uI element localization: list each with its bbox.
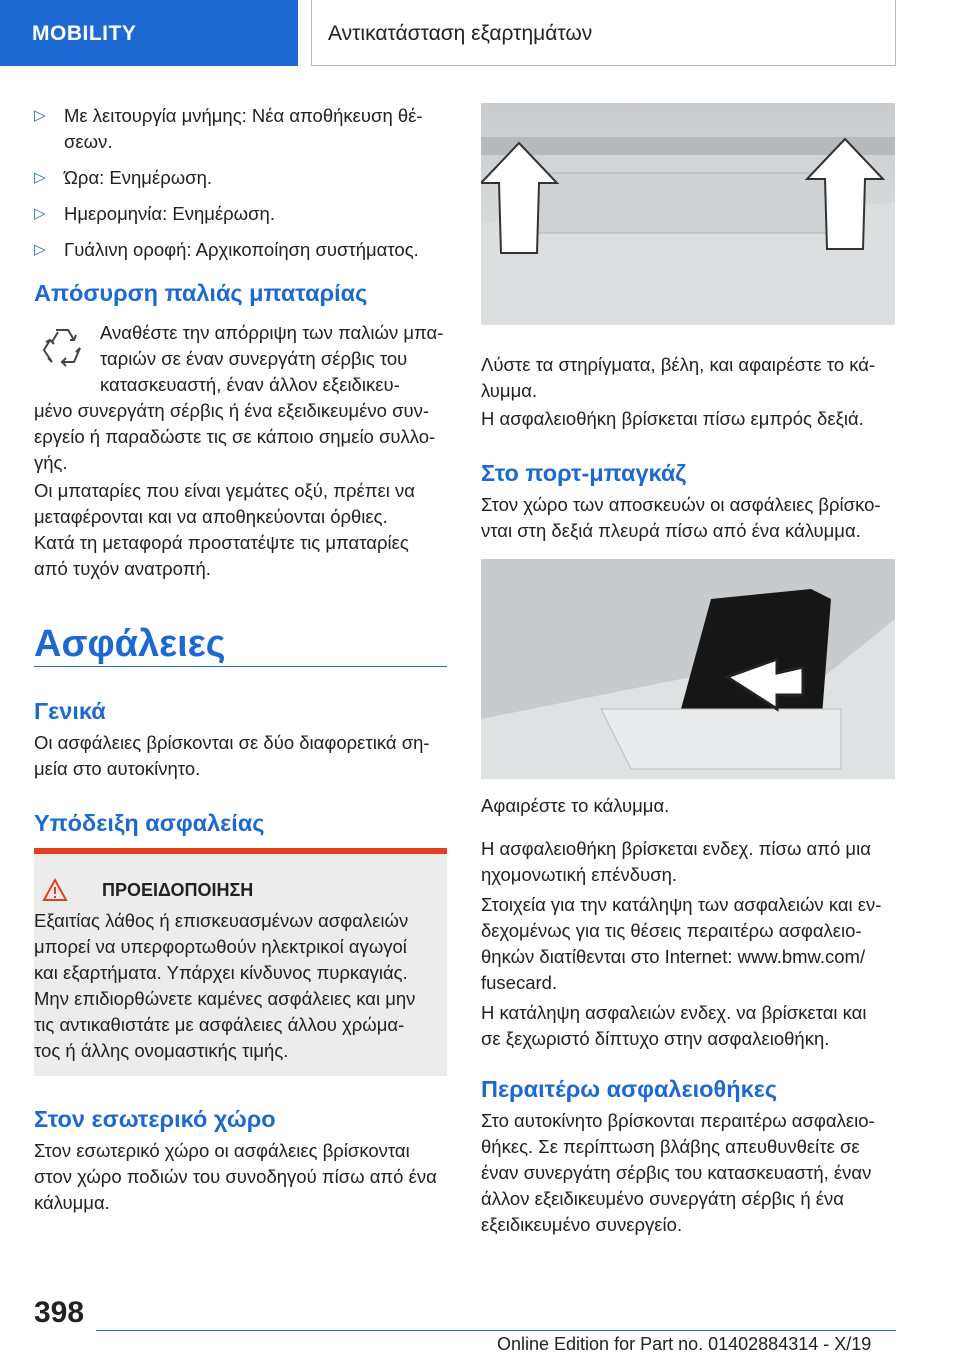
list-item-continuation: σεων. — [64, 131, 113, 152]
page-number: 398 — [34, 1296, 85, 1329]
section-label: MOBILITY — [32, 22, 137, 45]
additional-fuseboxes-paragraph: Στο αυτοκίνητο βρίσκονται περαιτέρω ασφαλειο- θήκες. Σε περίπτωση βλάβης απευθυνθείτε σε έναν συνεργάτη σέρβις του κατασκευαστή, έναν άλλον εξειδικευμένο συνεργάτη σέρβις ή ένα εξειδικευμένο συνεργείο. — [481, 1110, 875, 1235]
warning-triangle-icon — [42, 878, 68, 902]
additional-fuseboxes-heading: Περαιτέρω ασφαλειοθήκες — [481, 1076, 778, 1102]
triangle-bullet-icon: ▷ — [34, 169, 46, 186]
list-item: ▷ Γυάλινη οροφή: Αρχικοποίηση συστήματος. — [34, 237, 454, 263]
battery-heading: Απόσυρση παλιάς μπαταρίας — [34, 280, 368, 306]
trunk-heading: Στο πορτ-μπαγκάζ — [481, 460, 687, 486]
title-rule — [34, 666, 447, 667]
battery-paragraph: μένο συνεργάτη σέρβις ή ένα εξειδικευμένο συν- εργείο ή παραδώστε τις σε κάποιο σημείο συλλο- γής. — [34, 400, 436, 473]
fusebox-location: Η ασφαλειοθήκη βρίσκεται πίσω εμπρός δεξιά. — [481, 408, 864, 429]
safety-heading: Υπόδειξη ασφαλείας — [34, 810, 265, 836]
triangle-bullet-icon: ▷ — [34, 205, 46, 222]
section-tab — [0, 0, 298, 66]
occupancy-paragraph: Η κατάληψη ασφαλειών ενδεχ. να βρίσκεται και σε ξεχωριστό δίπτυχο στην ασφαλειοθήκη. — [481, 1002, 867, 1049]
trunk-paragraph: Στον χώρο των αποσκευών οι ασφάλειες βρίσκο- νται στη δεξιά πλευρά πίσω από ένα κάλυμμα. — [481, 494, 881, 541]
triangle-bullet-icon: ▷ — [34, 107, 46, 124]
list-item: ▷ Ώρα: Ενημέρωση. — [34, 165, 454, 191]
battery-paragraph-indented: Αναθέστε την απόρριψη των παλιών μπα- ταριών σε έναν συνεργάτη σέρβις του κατασκευαστή, έναν άλλον εξειδικευ- — [100, 322, 444, 395]
list-item: ▷ Με λειτουργία μνήμης: Νέα αποθήκευση θέ- — [34, 103, 454, 129]
general-paragraph: Οι ασφάλειες βρίσκονται σε δύο διαφορετικά ση- μεία στο αυτοκίνητο. — [34, 732, 430, 779]
acid-battery-paragraph: Οι μπαταρίες που είναι γεμάτες οξύ, πρέπει να μεταφέρονται και να αποθηκεύονται όρθιες. Κατά τη μεταφορά προστατέψτε τις μπαταρίες από τυχόν ανατροπή. — [34, 480, 415, 579]
warning-text: Εξαιτίας λάθος ή επισκευασμένων ασφαλειών μπορεί να υπερφορτωθούν ηλεκτρικοί αγωγοί και εξαρτήματα. Υπάρχει κίνδυνος πυρκαγιάς. Μην επιδιορθώνετε καμένες ασφάλειες και μην τις αντικαθιστάτε με ασφάλειες άλλου χρώμα- τος ή άλλης ονομαστικής τιμής. — [34, 910, 416, 1061]
trunk-cover-photo — [481, 559, 895, 779]
edition-text: Online Edition for Part no. 01402884314 - X/19 — [497, 1334, 872, 1354]
fuses-title: Ασφάλειες — [34, 623, 226, 665]
page-title: Αντικατάσταση εξαρτημάτων — [328, 22, 593, 45]
list-item: ▷ Ημερομηνία: Ενημέρωση. — [34, 201, 454, 227]
triangle-bullet-icon: ▷ — [34, 241, 46, 258]
footwell-cover-photo — [481, 103, 895, 325]
remove-cover-text: Αφαιρέστε το κάλυμμα. — [481, 795, 670, 816]
recycling-icon — [36, 322, 88, 374]
bullet-list — [34, 103, 454, 263]
interior-paragraph: Στον εσωτερικό χώρο οι ασφάλειες βρίσκονται στον χώρο ποδιών του συνοδηγού πίσω από ένα κάλυμμα. — [34, 1140, 437, 1213]
warning-box — [34, 848, 447, 1076]
general-heading: Γενικά — [34, 698, 106, 724]
insulation-paragraph: Η ασφαλειοθήκη βρίσκεται ενδεχ. πίσω από μια ηχομονωτική επένδυση. — [481, 838, 871, 885]
photo1-caption: Λύστε τα στηρίγματα, βέλη, και αφαιρέστε το κά- λυμμα. — [481, 354, 876, 401]
footer-rule — [96, 1330, 896, 1331]
fuse-info-paragraph: Στοιχεία για την κατάληψη των ασφαλειών και εν- δεχομένως για τις θέσεις περαιτέρω ασφαλειο- θηκών διατίθενται στο Internet: www.bmw.com/ fusecard. — [481, 894, 882, 993]
interior-heading: Στον εσωτερικό χώρο — [34, 1106, 276, 1132]
warning-title: ΠΡΟΕΙΔΟΠΟΙΗΣΗ — [102, 880, 254, 900]
page-header — [311, 0, 896, 66]
